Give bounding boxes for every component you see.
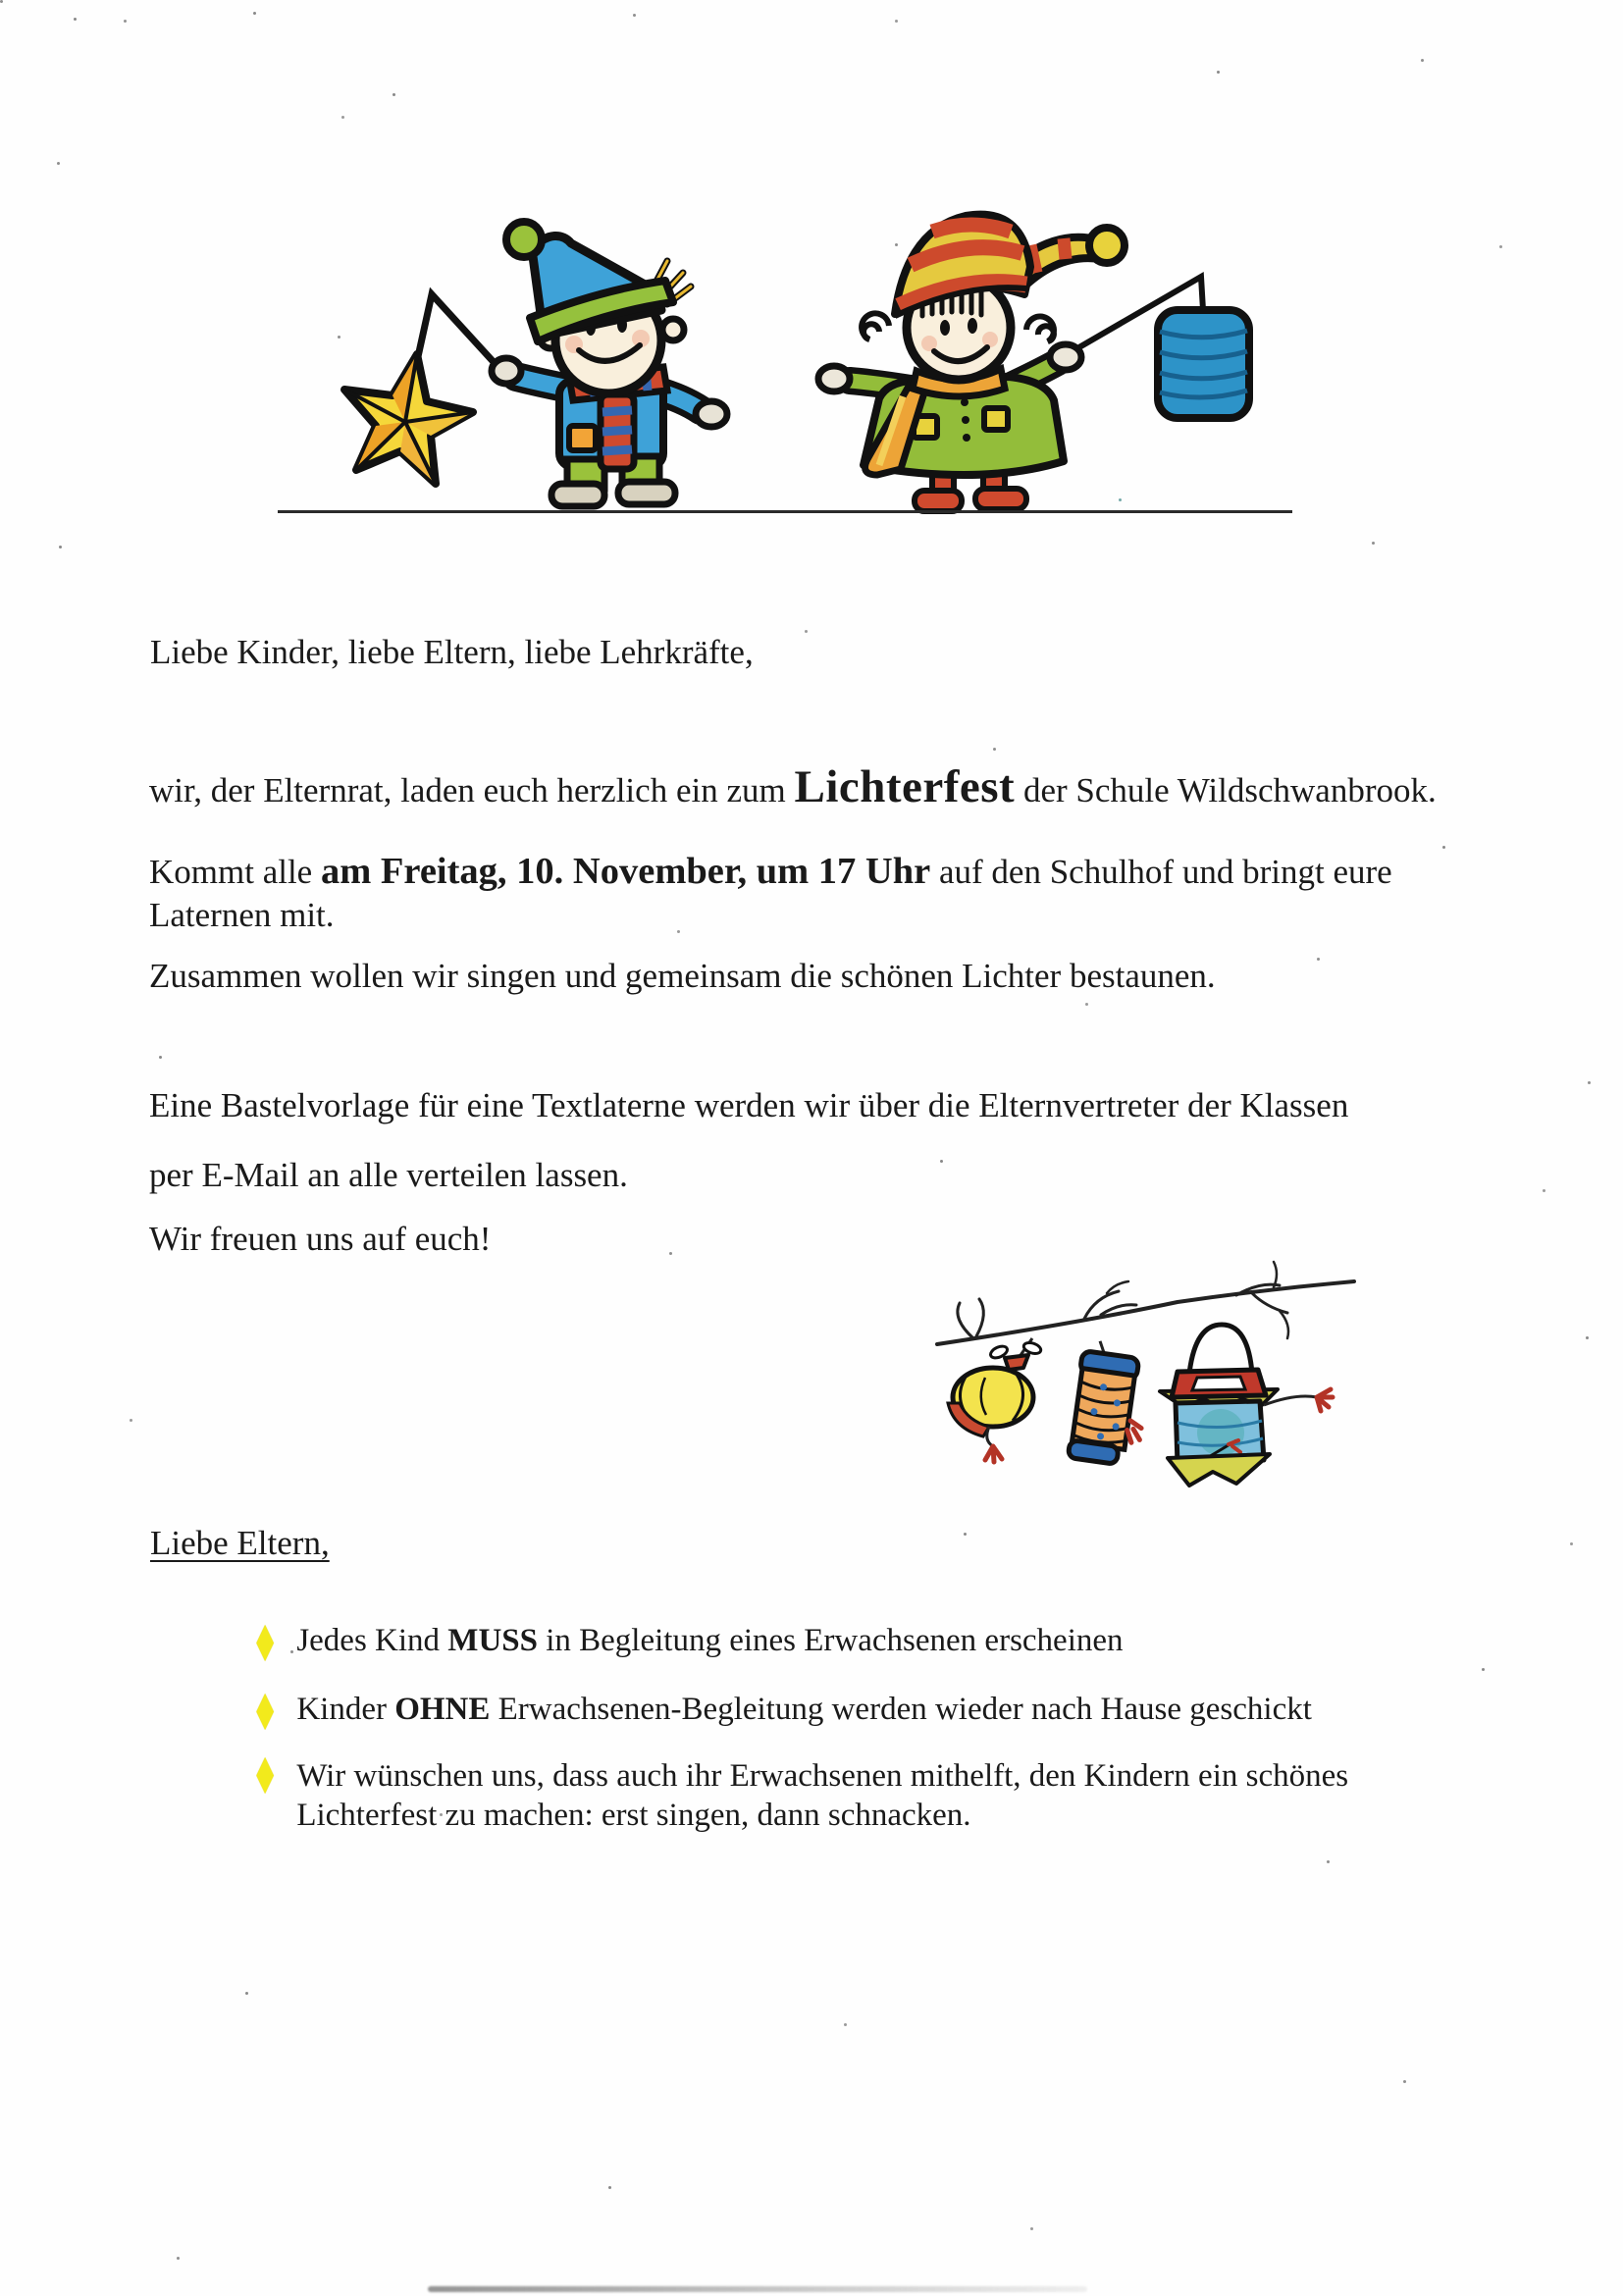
craft-template-line1: Eine Bastelvorlage für eine Textlaterne werden wir über die Elternvertreter der Klassen: [149, 1086, 1349, 1124]
diamond-bullet-icon: ◆: [256, 1747, 275, 1800]
children-with-lanterns-illustration: [224, 135, 1283, 518]
when-line2: Laternen mit.: [149, 896, 335, 934]
bullet-text: [296, 1690, 1425, 1729]
star-lantern: [344, 354, 473, 484]
round-yellow-lantern: [948, 1338, 1042, 1462]
divider-line: [278, 510, 1292, 513]
parents-heading: Liebe Eltern,: [150, 1524, 330, 1562]
blue-paper-lantern: [1158, 310, 1249, 418]
date-time-line: [149, 850, 1392, 937]
craft-template-line2: per E-Mail an alle verteilen lassen.: [149, 1156, 628, 1194]
greeting-line: Liebe Kinder, liebe Eltern, liebe Lehrkräfte,: [150, 633, 754, 671]
scan-noise-specks: [0, 0, 3, 3]
bullet-pre: Jedes Kind: [296, 1623, 448, 1658]
branch: [937, 1262, 1354, 1344]
closing-line: Wir freuen uns auf euch!: [149, 1220, 492, 1258]
invitation-post: der Schule Wildschwanbrook.: [1015, 771, 1437, 809]
singing-line: Zusammen wollen wir singen und gemeinsam die schönen Lichter bestaunen.: [149, 957, 1216, 995]
bullet-bold: OHNE: [394, 1692, 491, 1727]
scan-edge-artifact: [428, 2286, 1087, 2292]
girl-figure: [818, 215, 1249, 511]
bullet-post: Erwachsenen-Begleitung werden wieder nach Hause geschickt: [490, 1692, 1312, 1727]
girl-striped-hat: [895, 215, 1125, 316]
when-post: auf den Schulhof und bringt eure: [930, 853, 1392, 891]
diamond-bullet-icon: ◆: [256, 1614, 275, 1667]
invitation-pre: wir, der Elternrat, laden euch herzlich ein zum: [149, 771, 795, 809]
list-item-wunsch: [249, 1747, 1425, 1835]
when-pre: Kommt alle: [149, 853, 321, 891]
boy-figure: [344, 222, 727, 506]
invitation-line: [149, 760, 1437, 813]
square-lantern: [1160, 1325, 1333, 1486]
list-item-ohne: [249, 1683, 1425, 1736]
bullet-pre: Wir wünschen uns, dass auch ihr Erwachsenen mithelft, den Kindern ein schönes Lichterfest zu machen: erst singen, dann schnacken.: [296, 1758, 1349, 1833]
bullet-bold: MUSS: [447, 1623, 538, 1658]
diamond-bullet-icon: ◆: [256, 1683, 275, 1736]
list-item-muss: [249, 1614, 1425, 1667]
event-name: Lichterfest: [794, 761, 1016, 812]
bullet-post: in Begleitung eines Erwachsenen erscheinen: [537, 1623, 1124, 1658]
hanging-lanterns-illustration: [883, 1248, 1374, 1503]
bullet-text: [296, 1621, 1425, 1660]
accordion-lantern: [1068, 1339, 1152, 1468]
bullet-pre: Kinder: [296, 1692, 395, 1727]
bullet-text: [296, 1756, 1425, 1835]
when-bold: am Freitag, 10. November, um 17 Uhr: [320, 851, 931, 892]
